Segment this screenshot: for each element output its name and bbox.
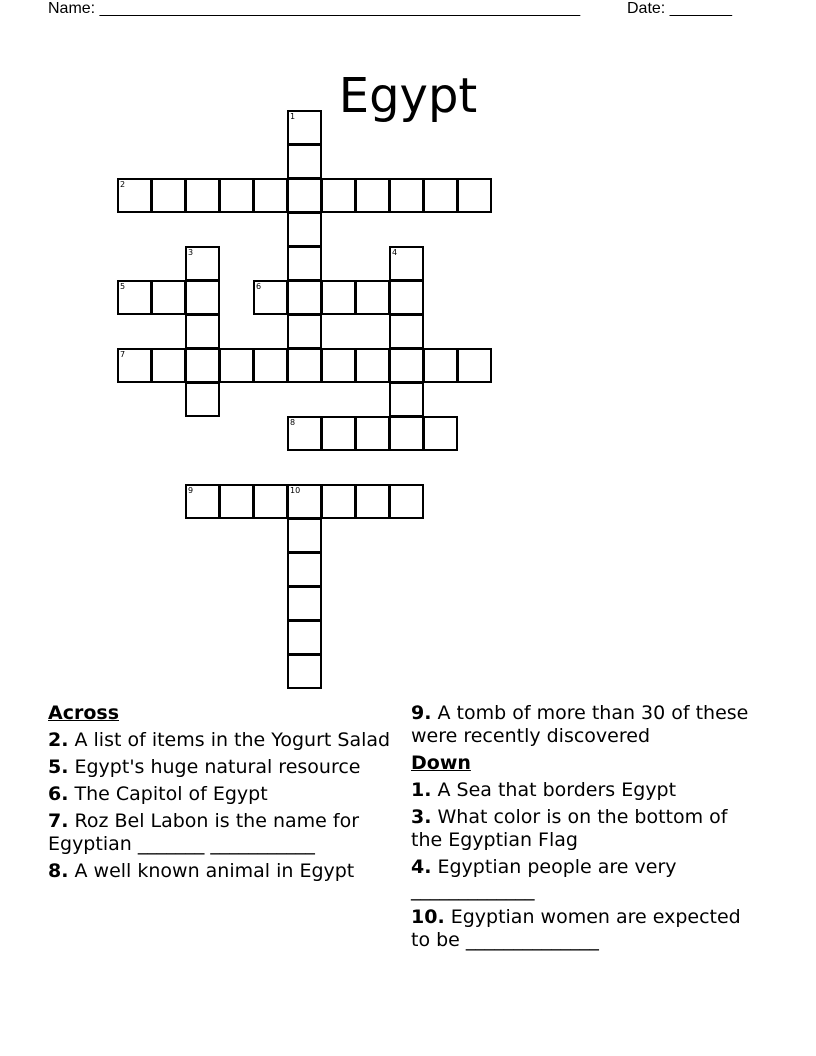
- grid-cell[interactable]: [389, 314, 424, 349]
- clue-across: [48, 783, 393, 806]
- across-heading: Across: [48, 702, 120, 724]
- grid-cell[interactable]: [287, 246, 322, 281]
- cell-number: 1: [290, 112, 296, 121]
- grid-cell[interactable]: [287, 654, 322, 689]
- grid-cell[interactable]: [321, 348, 356, 383]
- grid-cell[interactable]: [287, 586, 322, 621]
- clue-text: A list of items in the Yogurt Salad: [68, 729, 391, 751]
- clue-text: Egyptian people are very _____________: [411, 856, 677, 901]
- grid-cell[interactable]: [355, 416, 390, 451]
- clue-number: 2.: [48, 729, 69, 751]
- grid-cell[interactable]: [389, 348, 424, 383]
- cell-number: 6: [256, 282, 262, 291]
- grid-cell[interactable]: [185, 280, 220, 315]
- grid-cell[interactable]: [253, 178, 288, 213]
- grid-cell[interactable]: [389, 484, 424, 519]
- page-title: Egypt: [338, 68, 478, 125]
- cell-number: 4: [392, 248, 398, 257]
- grid-cell[interactable]: [253, 484, 288, 519]
- grid-cell[interactable]: [151, 348, 186, 383]
- clue-down: [411, 856, 756, 902]
- clue-text: The Capitol of Egypt: [68, 783, 268, 805]
- grid-cell[interactable]: [253, 348, 288, 383]
- clue-text: Roz Bel Labon is the name for Egyptian _______ ___________: [48, 810, 360, 855]
- grid-cell[interactable]: [457, 178, 492, 213]
- grid-cell[interactable]: [321, 484, 356, 519]
- grid-cell[interactable]: [287, 178, 322, 213]
- cell-number: 10: [290, 486, 301, 495]
- clue-number: 9.: [411, 702, 432, 724]
- clue-number: 4.: [411, 856, 432, 878]
- grid-cell[interactable]: [287, 552, 322, 587]
- grid-cell[interactable]: [287, 416, 322, 451]
- clue-text: A well known animal in Egypt: [68, 860, 355, 882]
- grid-cell[interactable]: [287, 212, 322, 247]
- grid-cell[interactable]: [219, 484, 254, 519]
- grid-cell[interactable]: [287, 484, 322, 519]
- clue-across: [48, 810, 393, 856]
- grid-cell[interactable]: [151, 280, 186, 315]
- clues-column-left: [48, 702, 393, 887]
- grid-cell[interactable]: [389, 178, 424, 213]
- grid-cell[interactable]: [185, 382, 220, 417]
- clue-number: 10.: [411, 906, 445, 928]
- clue-number: 7.: [48, 810, 69, 832]
- grid-cell[interactable]: [287, 518, 322, 553]
- clue-down: [411, 779, 756, 802]
- grid-cell[interactable]: [389, 280, 424, 315]
- name-field[interactable]: Name: ______________________________________________________: [48, 0, 581, 17]
- clue-across: [411, 702, 756, 748]
- cell-number: 7: [120, 350, 126, 359]
- grid-cell[interactable]: [423, 416, 458, 451]
- grid-cell[interactable]: [185, 314, 220, 349]
- grid-cell[interactable]: [355, 484, 390, 519]
- grid-cell[interactable]: [117, 280, 152, 315]
- cell-number: 3: [188, 248, 194, 257]
- grid-cell[interactable]: [355, 280, 390, 315]
- clue-number: 1.: [411, 779, 432, 801]
- clue-number: 8.: [48, 860, 69, 882]
- clue-text: A Sea that borders Egypt: [431, 779, 677, 801]
- clue-number: 6.: [48, 783, 69, 805]
- clue-number: 3.: [411, 806, 432, 828]
- grid-cell[interactable]: [185, 484, 220, 519]
- grid-cell[interactable]: [355, 348, 390, 383]
- grid-cell[interactable]: [219, 348, 254, 383]
- grid-cell[interactable]: [185, 178, 220, 213]
- grid-cell[interactable]: [423, 348, 458, 383]
- clue-across: [48, 860, 393, 883]
- grid-cell[interactable]: [423, 178, 458, 213]
- clue-down: [411, 806, 756, 852]
- cell-number: 8: [290, 418, 296, 427]
- grid-cell[interactable]: [287, 314, 322, 349]
- grid-cell[interactable]: [355, 178, 390, 213]
- clue-text: Egypt's huge natural resource: [68, 756, 361, 778]
- grid-cell[interactable]: [185, 348, 220, 383]
- grid-cell[interactable]: [389, 246, 424, 281]
- grid-cell[interactable]: [321, 416, 356, 451]
- grid-cell[interactable]: [389, 382, 424, 417]
- grid-cell[interactable]: [151, 178, 186, 213]
- grid-cell[interactable]: [117, 178, 152, 213]
- clue-text: Egyptian women are expected to be ______________: [411, 906, 741, 951]
- clues-column-right: [411, 702, 756, 956]
- grid-cell[interactable]: [287, 144, 322, 179]
- grid-cell[interactable]: [287, 280, 322, 315]
- grid-cell[interactable]: [287, 620, 322, 655]
- grid-cell[interactable]: [457, 348, 492, 383]
- grid-cell[interactable]: [287, 110, 322, 145]
- date-field[interactable]: Date: _______: [627, 0, 732, 17]
- grid-cell[interactable]: [219, 178, 254, 213]
- clue-text: What color is on the bottom of the Egyptian Flag: [411, 806, 728, 851]
- down-heading: Down: [411, 752, 471, 774]
- cell-number: 2: [120, 180, 126, 189]
- grid-cell[interactable]: [117, 348, 152, 383]
- grid-cell[interactable]: [389, 416, 424, 451]
- cell-number: 5: [120, 282, 126, 291]
- grid-cell[interactable]: [185, 246, 220, 281]
- grid-cell[interactable]: [287, 348, 322, 383]
- clue-number: 5.: [48, 756, 69, 778]
- clue-across: [48, 756, 393, 779]
- grid-cell[interactable]: [253, 280, 288, 315]
- clue-text: A tomb of more than 30 of these were recently discovered: [411, 702, 749, 747]
- cell-number: 9: [188, 486, 194, 495]
- grid-cell[interactable]: [321, 280, 356, 315]
- clue-down: [411, 906, 756, 952]
- grid-cell[interactable]: [321, 178, 356, 213]
- clue-across: [48, 729, 393, 752]
